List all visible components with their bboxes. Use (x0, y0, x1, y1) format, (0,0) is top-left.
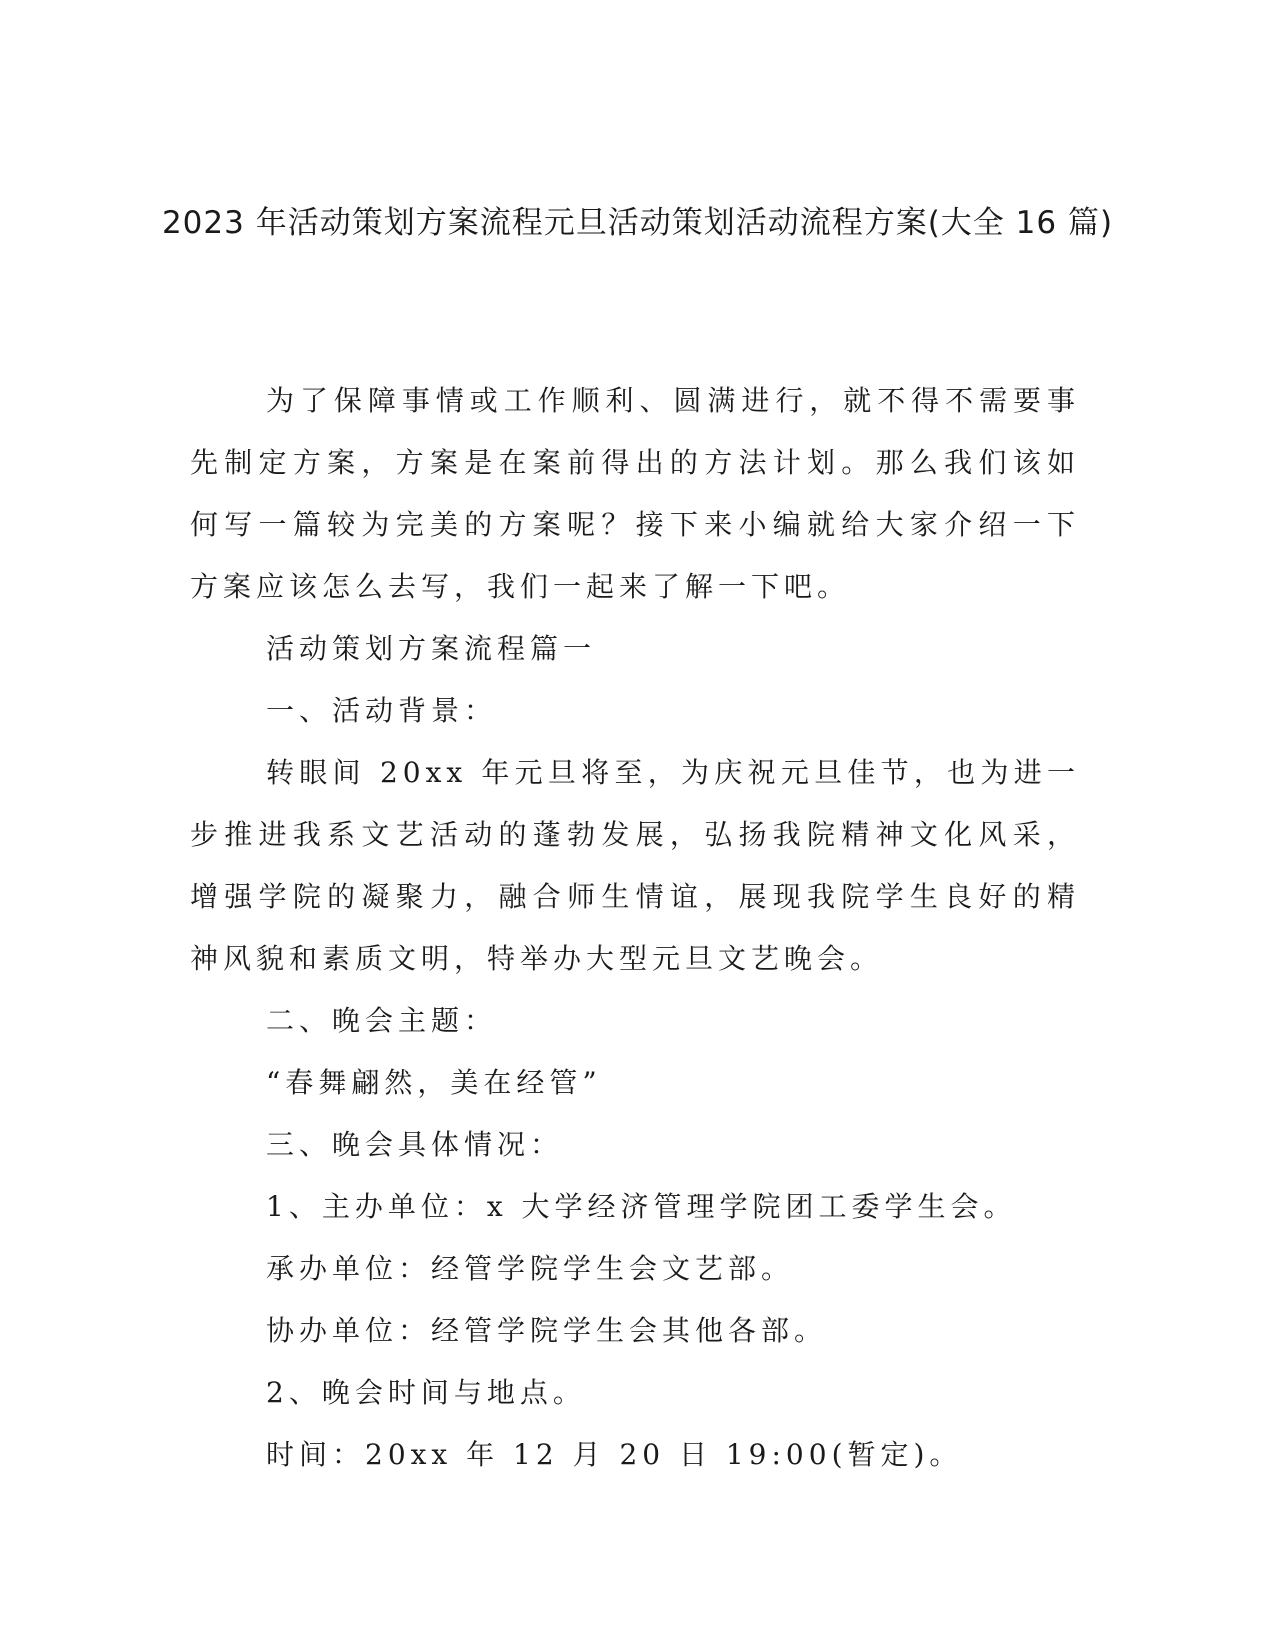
heading-gala-details: 三、晚会具体情况： (266, 1128, 564, 1161)
time-line: 时间：20xx 年 12 月 20 日 19:00(暂定)。 (266, 1438, 963, 1471)
heading-activity-background: 一、活动背景： (266, 694, 498, 727)
undertaker-line: 承办单位：经管学院学生会文艺部。 (266, 1252, 795, 1285)
intro-paragraph: 为了保障事情或工作顺利、圆满进行，就不得不需要事先制定方案，方案是在案前得出的方法计划。那么我们该如何写一篇较为完美的方案呢？接下来小编就给大家介绍一下方案应该怎么去写，我们一起来了解一下吧。 (190, 384, 1080, 603)
document-body (190, 370, 1080, 1486)
section-heading-part-one: 活动策划方案流程篇一 (266, 632, 597, 665)
heading-gala-theme: 二、晚会主题： (266, 1004, 498, 1037)
organizer-line: 1、主办单位：x 大学经济管理学院团工委学生会。 (266, 1190, 1017, 1223)
co-organizer-line: 协办单位：经管学院学生会其他各部。 (266, 1314, 828, 1347)
document-title: 2023 年活动策划方案流程元旦活动策划活动流程方案(大全 16 篇) (161, 205, 1114, 241)
time-place-heading: 2、晚会时间与地点。 (266, 1376, 586, 1409)
gala-theme-text: “春舞翩然，美在经管” (266, 1066, 602, 1099)
background-paragraph: 转眼间 20xx 年元旦将至，为庆祝元旦佳节，也为进一步推进我系文艺活动的蓬勃发展，弘扬我院精神文化风采，增强学院的凝聚力，融合师生情谊，展现我院学生良好的精神风貌和素质文明，特举办大型元旦文艺晚会。 (190, 756, 1080, 975)
